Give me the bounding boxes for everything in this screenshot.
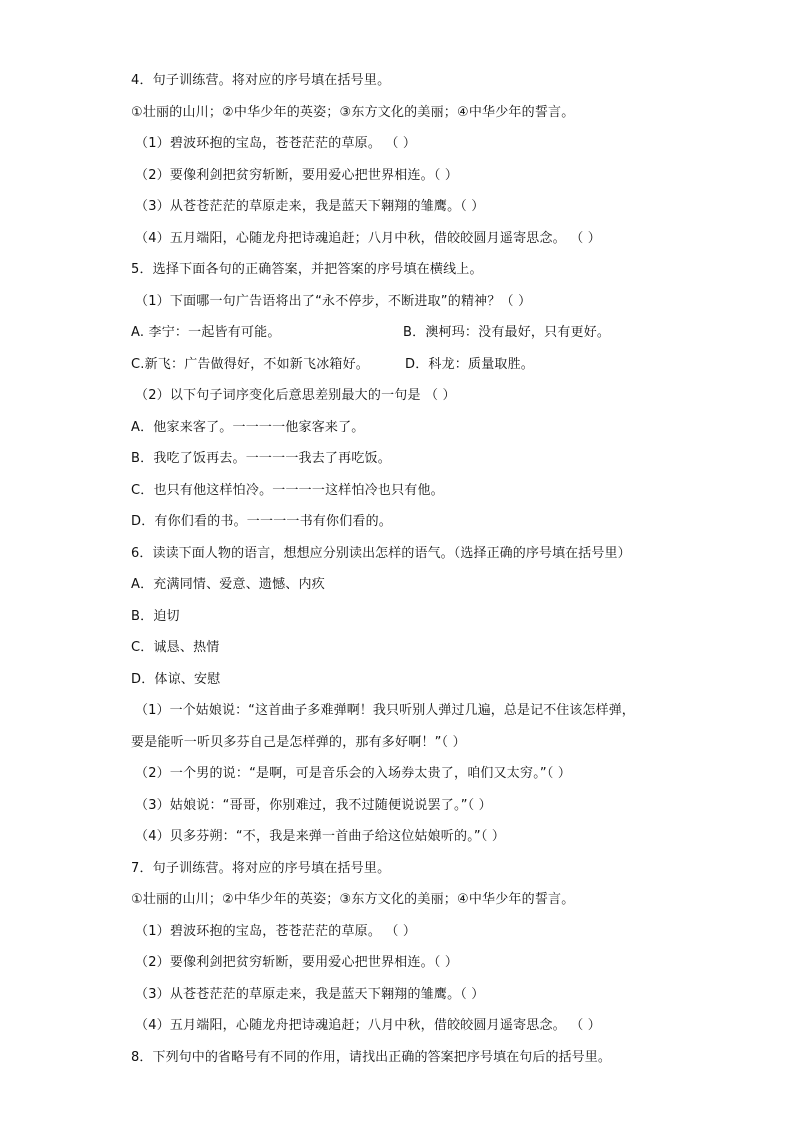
question-6-item-2: （2）一个男的说：“是啊，可是音乐会的入场券太贵了，咱们又太穷。”（ ） bbox=[135, 766, 572, 781]
question-5-sub2-option-d: D．有你们看的书。一一一一书有你们看的。 bbox=[131, 514, 393, 529]
question-5-sub1-question: （1）下面哪一句广告语将出了“永不停步，不断进取”的精神？（ ） bbox=[135, 293, 532, 309]
question-7-options: ①壮丽的山川；②中华少年的英姿；③东方文化的美丽；④中华少年的誓言。 bbox=[131, 892, 575, 907]
question-7-item-3: （3）从苍苍茫茫的草原走来，我是蓝天下翱翔的雏鹰。（ ） bbox=[135, 986, 485, 1002]
question-7-item-4: （4）五月端阳，心随龙舟把诗魂追赶；八月中秋，借皎皎圆月遥寄思念。 （ ） bbox=[135, 1018, 601, 1033]
question-5-sub1-option-a: A. 李宁：一起皆有可能。 bbox=[131, 325, 281, 340]
question-4-item-2: （2）要像利剑把贫穷斩断，要用爱心把世界相连。（ ） bbox=[135, 167, 459, 183]
question-7-item-2: （2）要像利剑把贫穷斩断，要用爱心把世界相连。（ ） bbox=[135, 955, 459, 970]
question-5-sub1-options-row-1 bbox=[131, 317, 691, 349]
worksheet-content bbox=[131, 65, 691, 1073]
question-8-title: 8．下列句中的省略号有不同的作用，请找出正确的答案把序号填在句后的括号里。 bbox=[131, 1049, 611, 1065]
question-7-title: 7．句子训练营。将对应的序号填在括号里。 bbox=[131, 860, 391, 876]
question-6-tone-a: A．充满同情、爱意、遗憾、内疚 bbox=[131, 577, 325, 592]
question-7-item-1: （1）碧波环抱的宝岛，苍苍茫茫的草原。 （ ） bbox=[135, 923, 417, 939]
question-5-sub2-question: （2）以下句子词序变化后意思差别最大的一句是 （ ） bbox=[135, 388, 456, 403]
question-5-sub1-options-row-2 bbox=[131, 349, 691, 381]
question-6-item-1-cont: 要是能听一听贝多芬自己是怎样弹的，那有多好啊！”（ ） bbox=[131, 734, 466, 750]
question-5-sub2-option-c: C．也只有他这样怕冷。一一一一这样怕冷也只有他。 bbox=[131, 482, 444, 498]
question-6-tone-d: D．体谅、安慰 bbox=[131, 671, 221, 687]
question-5-sub2-option-b: B．我吃了饭再去。一一一一我去了再吃饭。 bbox=[131, 451, 391, 466]
question-5-sub1-option-c: C.新飞：广告做得好，不如新飞冰箱好。 bbox=[131, 356, 370, 372]
question-4-options: ①壮丽的山川；②中华少年的英姿；③东方文化的美丽；④中华少年的誓言。 bbox=[131, 104, 575, 120]
question-4-title: 4．句子训练营。将对应的序号填在括号里。 bbox=[131, 73, 391, 88]
question-4-item-3: （3）从苍苍茫茫的草原走来，我是蓝天下翱翔的雏鹰。（ ） bbox=[135, 199, 485, 214]
question-6-item-4: （4）贝多芬朔：“不，我是来弹一首曲子给这位姑娘听的。”（ ） bbox=[135, 829, 506, 844]
question-6-tone-c: C．诚恳、热情 bbox=[131, 640, 220, 655]
question-5-sub1-option-b: B．澳柯玛：没有最好，只有更好。 bbox=[403, 325, 611, 340]
question-6-item-3: （3）姑娘说：“哥哥，你别难过，我不过随便说说罢了。”（ ） bbox=[135, 797, 492, 813]
question-4-item-4: （4）五月端阳，心随龙舟把诗魂追赶；八月中秋，借皎皎圆月遥寄思念。 （ ） bbox=[135, 230, 601, 246]
question-6-tone-b: B．迫切 bbox=[131, 608, 180, 624]
question-4-item-1: （1）碧波环抱的宝岛，苍苍茫茫的草原。 （ ） bbox=[135, 136, 417, 151]
question-6-title: 6．读读下面人物的语言，想想应分别读出怎样的语气。（选择正确的序号填在括号里） bbox=[131, 545, 631, 561]
question-6-item-1: （1）一个姑娘说：“这首曲子多难弹啊！我只听别人弹过几遍，总是记不住该怎样弹， bbox=[135, 703, 635, 718]
question-5-sub2-option-a: A．他家来客了。一一一一他家客来了。 bbox=[131, 419, 365, 435]
question-5-sub1-option-d: D．科龙：质量取胜。 bbox=[405, 356, 535, 372]
question-5-title: 5．选择下面各句的正确答案，并把答案的序号填在横线上。 bbox=[131, 262, 483, 277]
